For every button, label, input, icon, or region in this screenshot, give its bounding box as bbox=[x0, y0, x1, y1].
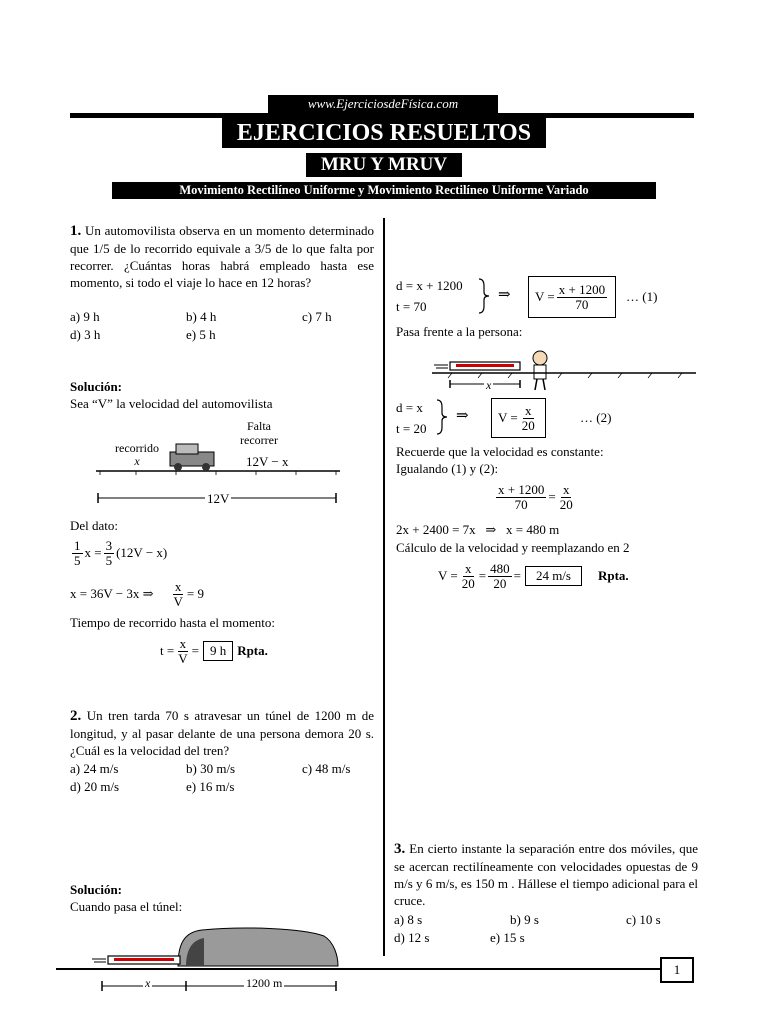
eq5-d2: 20 bbox=[493, 575, 507, 591]
tiempo-label: Tiempo de recorrido hasta el momento: bbox=[70, 615, 275, 630]
eq3-d1: 70 bbox=[514, 496, 528, 512]
problem-2-statement bbox=[70, 707, 374, 759]
page-number: 1 bbox=[673, 962, 681, 977]
problem-3-options bbox=[394, 911, 698, 945]
fig3-person-diagram bbox=[432, 348, 698, 396]
answer-2-box: 24 m/s bbox=[525, 566, 582, 586]
page-subtitle bbox=[306, 153, 462, 177]
eq1-n2: 3 bbox=[105, 537, 113, 553]
eq3-n1: x + 1200 bbox=[498, 481, 545, 497]
fig1-recorrido: recorrido bbox=[115, 441, 159, 455]
eq3-d2: 20 bbox=[559, 496, 573, 512]
option-d: d) 3 h bbox=[70, 327, 101, 342]
v1-num: x + 1200 bbox=[558, 281, 606, 297]
fig1-rest-label: 12V − x bbox=[246, 454, 289, 469]
answer-1-box: 9 h bbox=[203, 641, 233, 661]
v1-den: 70 bbox=[575, 296, 589, 312]
sys2-a: d = x bbox=[396, 400, 423, 415]
footer-rule bbox=[56, 968, 660, 970]
igualando-label: Igualando (1) y (2): bbox=[396, 461, 499, 476]
eq1-end: (12V − x) bbox=[116, 545, 168, 560]
problem-2-text: Un tren tarda 70 s atravesar un túnel de 1200 m de longitud, y al pasar delante de una persona demora 20 s. ¿Cuál es la velocidad del tren? bbox=[70, 708, 375, 758]
car-icon bbox=[170, 444, 214, 471]
fig1-falta-2: recorrer bbox=[240, 433, 278, 447]
sys1-arrow: ⇒ bbox=[498, 287, 511, 303]
eq3-left: t = bbox=[160, 643, 175, 658]
eq3-den: V bbox=[178, 650, 188, 666]
answer-2-rpta: Rpta. bbox=[597, 568, 629, 583]
eq-1 bbox=[70, 536, 167, 570]
eq1-n1: 1 bbox=[74, 537, 81, 553]
pasa-label: Pasa frente a la persona: bbox=[396, 324, 523, 339]
train-icon bbox=[92, 956, 180, 964]
problem-3-number: 3. bbox=[394, 841, 406, 857]
fig1-total-label: 12V bbox=[207, 491, 230, 506]
problem-1-options bbox=[70, 308, 374, 342]
problem-3-statement bbox=[394, 840, 698, 909]
eq-4: 2x + 2400 = 7x ⇒ x = 480 m bbox=[396, 522, 560, 537]
problem-2-number: 2. bbox=[70, 708, 82, 724]
eq5-n1: x bbox=[465, 560, 472, 576]
option-d: d) 12 s bbox=[394, 930, 430, 945]
site-url: www.EjerciciosdeFísica.com bbox=[307, 96, 459, 111]
v2-num: x bbox=[525, 402, 532, 418]
sys1 bbox=[396, 277, 463, 315]
sys2-brace bbox=[436, 399, 448, 435]
page-description-text: Movimiento Rectilíneo Uniforme y Movimiento Rectilíneo Uniforme Variado bbox=[179, 183, 589, 197]
solution-1-label: Solución: bbox=[70, 379, 123, 394]
fig2-x-label: x bbox=[145, 976, 151, 990]
solution-1-intro: Sea “V” la velocidad del automovilista bbox=[70, 396, 273, 411]
option-e: e) 16 m/s bbox=[186, 779, 235, 794]
problem-1-number: 1. bbox=[70, 223, 82, 239]
solution-2-label: Solución: bbox=[70, 882, 123, 897]
fig3-x-label: x bbox=[486, 378, 492, 392]
recuerde-label: Recuerde que la velocidad es constante: bbox=[396, 444, 604, 459]
sys2-arrow: ⇒ bbox=[456, 408, 469, 424]
page-title bbox=[222, 118, 546, 148]
option-e: e) 5 h bbox=[186, 327, 216, 342]
site-banner bbox=[268, 95, 498, 113]
option-b: b) 30 m/s bbox=[186, 761, 236, 776]
calculo-label: Cálculo de la velocidad y reemplazando en 2 bbox=[396, 540, 630, 555]
eq-2 bbox=[70, 577, 204, 611]
eq2-end: = 9 bbox=[186, 586, 204, 601]
eq5-n2: 480 bbox=[490, 560, 510, 576]
problem-1-statement bbox=[70, 222, 374, 291]
problem-3-text: En cierto instante la separación entre dos móviles, que se acercan rectilíneamente con velocidades opuestas de 9 m/s y 6 m/s, es 150 m . Hállese el tiempo adicional para el cruce. bbox=[394, 841, 699, 908]
solution-2-intro: Cuando pasa el túnel: bbox=[70, 899, 183, 914]
eq-5: V = $\frac{x}{20}$ = $\frac{480}{20}$ = 24 m/s Rpta. bbox=[438, 560, 629, 591]
sys1-a: d = x + 1200 bbox=[396, 278, 463, 293]
problem-2-options bbox=[70, 760, 374, 794]
option-e: e) 15 s bbox=[490, 930, 525, 945]
v2-den: 20 bbox=[521, 417, 535, 433]
option-b: b) 9 s bbox=[510, 912, 539, 927]
eq5-left: V = bbox=[438, 568, 458, 583]
eq2-num: x bbox=[174, 578, 182, 594]
answer-1-rpta: Rpta. bbox=[237, 643, 268, 658]
sys1-brace bbox=[478, 278, 490, 314]
option-d: d) 20 m/s bbox=[70, 779, 120, 794]
option-a: a) 24 m/s bbox=[70, 761, 119, 776]
eq-igualdad: $\frac{x + 1200}{70}$ = $\frac{x}{20}$ bbox=[498, 481, 573, 512]
fig2-tunnel-label: 1200 m bbox=[246, 976, 283, 990]
ref-2: … (2) bbox=[580, 410, 612, 425]
fig2-tunnel-diagram bbox=[92, 926, 342, 992]
sys1-b: t = 70 bbox=[396, 299, 427, 314]
eq-v1 bbox=[528, 276, 616, 318]
v2-left: V = bbox=[498, 410, 518, 425]
problem-1-text: Un automovilista observa en un momento determinado que 1/5 de lo recorrido equivale a 3/5 de lo que falta por recorrer. ¿Cuántas horas habrá empleado hasta ese momento, si todo el viaje lo hace en 12 horas? bbox=[70, 223, 375, 290]
eq2-left: x = 36V − 3x ⇒ bbox=[70, 586, 154, 601]
column-divider bbox=[383, 218, 385, 956]
eq3-n2: x bbox=[562, 481, 570, 497]
option-c: c) 10 s bbox=[626, 912, 661, 927]
fig1-falta-1: Falta bbox=[247, 419, 271, 433]
option-c: c) 48 m/s bbox=[302, 761, 351, 776]
fig1-x: x bbox=[134, 454, 140, 468]
eq1-d2: 5 bbox=[105, 552, 113, 568]
page-subtitle-text: MRU Y MRUV bbox=[320, 154, 448, 175]
train-icon bbox=[434, 362, 520, 370]
page-description bbox=[112, 182, 656, 199]
del-dato-label: Del dato: bbox=[70, 518, 119, 533]
eq-3 bbox=[160, 634, 268, 668]
ref-1: … (1) bbox=[626, 289, 658, 304]
option-a: a) 8 s bbox=[394, 912, 423, 927]
eq5-d1: 20 bbox=[461, 575, 475, 591]
sys2-b: t = 20 bbox=[396, 421, 427, 436]
v1-left: V = bbox=[535, 289, 555, 304]
page-title-text: EJERCICIOS RESUELTOS bbox=[236, 120, 532, 146]
person-icon bbox=[533, 351, 547, 390]
page-number-box bbox=[660, 957, 694, 983]
eq3-num: x bbox=[179, 635, 187, 651]
eq-v2 bbox=[491, 398, 546, 438]
eq3-eq: = bbox=[191, 643, 199, 658]
option-b: b) 4 h bbox=[186, 309, 217, 324]
eq2-den: V bbox=[173, 593, 183, 609]
option-a: a) 9 h bbox=[70, 309, 100, 324]
eq1-mid: x = bbox=[84, 545, 102, 560]
option-c: c) 7 h bbox=[302, 309, 332, 324]
eq1-d1: 5 bbox=[74, 552, 81, 568]
sys2 bbox=[396, 399, 426, 437]
